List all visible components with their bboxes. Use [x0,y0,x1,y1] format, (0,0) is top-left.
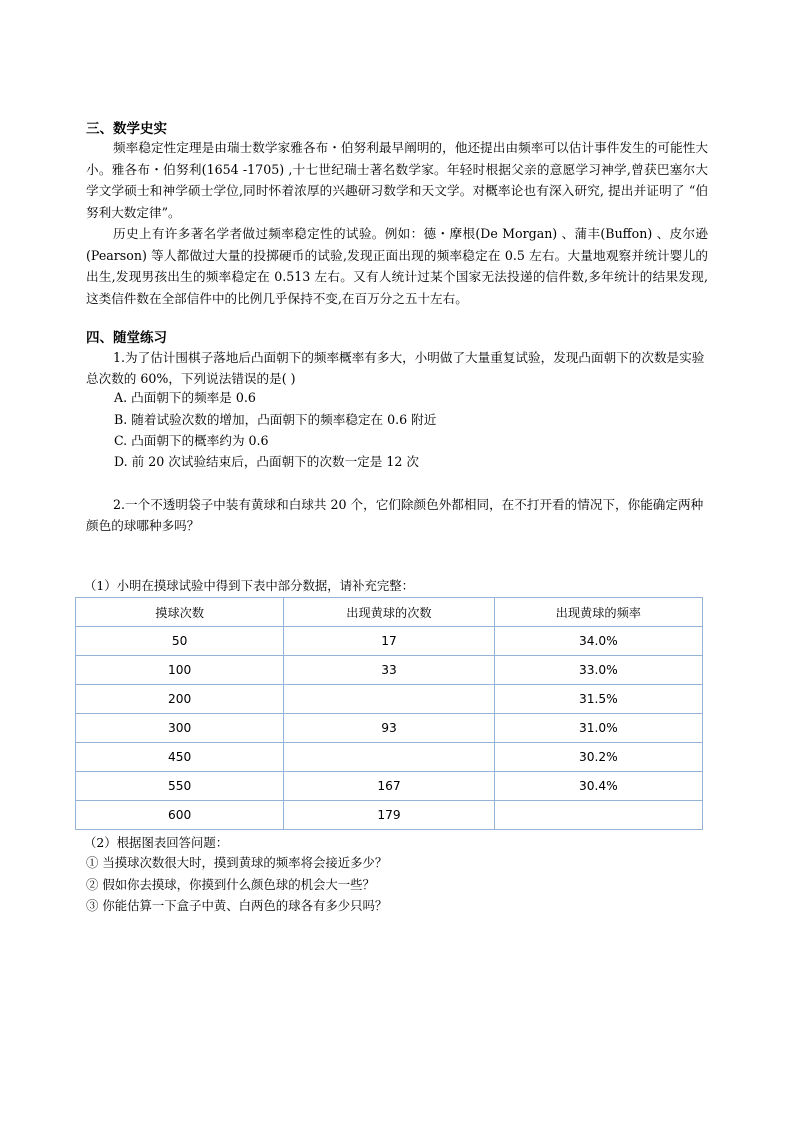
table-cell-blank [284,685,494,714]
table-cell: 30.4% [494,772,702,801]
ball-drawing-table [75,597,703,830]
table-cell: 550 [76,772,284,801]
question-2-sub-2: ② 假如你去摸球，你摸到什么颜色球的机会大一些？ [86,877,375,892]
table-row [76,743,703,772]
table-cell: 30.2% [494,743,702,772]
table-row [76,685,703,714]
paragraph-history-experiments: 历史上有许多著名学者做过频率稳定性的试验。例如：德・摩根(De Morgan) 、蒲丰(Buffon) 、皮尔逊(Pearson) 等人都做过大量的投掷硬币的试验,发现正面出现的频率稳定在 0.5 左右。大量地观察并统计婴儿的出生,发现男孩出生的频率稳定在 0.513 左右。又有人统计过某个国家无法投递的信件数,多年统计的结果发现,这类信件数在全部信件中的比例几乎保持不变,在百万分之五十左右。 [86,226,708,306]
paragraph-bernoulli: 频率稳定性定理是由瑞士数学家雅各布・伯努利最早阐明的，他还提出由频率可以估计事件发生的可能性大小。雅各布・伯努利(1654 -1705) ,十七世纪瑞士著名数学家。年轻时根据父亲的意愿学习神学,曾获巴塞尔大学文学硕士和神学硕士学位,同时怀着浓厚的兴趣研习数学和天文学。对概率论也有深入研究, 提出并证明了 “伯努利大数定律”。 [86,140,708,220]
table-cell: 50 [76,627,284,656]
question-1-option-d: D. 前 20 次试验结束后，凸面朝下的次数一定是 12 次 [114,454,419,469]
table-header-cell: 摸球次数 [76,598,284,627]
table-cell: 600 [76,801,284,830]
table-cell-blank [284,743,494,772]
question-2-part-2: （2）根据图表回答问题： [84,835,229,850]
table-cell: 93 [284,714,494,743]
question-2-sub-1: ① 当摸球次数很大时，摸到黄球的频率将会接近多少？ [86,855,388,870]
table-cell: 34.0% [494,627,702,656]
table-header-row [76,598,703,627]
question-1-stem: 1.为了估计围棋子落地后凸面朝下的频率概率有多大，小明做了大量重复试验，发现凸面朝下的次数是实验总次数的 60%，下列说法错误的是( ) [86,350,705,386]
table-cell: 200 [76,685,284,714]
question-2-sub-3: ③ 你能估算一下盒子中黄、白两色的球各有多少只吗？ [86,898,388,913]
table-cell: 33 [284,656,494,685]
table-cell: 31.0% [494,714,702,743]
table-cell: 33.0% [494,656,702,685]
table-cell: 450 [76,743,284,772]
table-cell-blank [494,801,702,830]
question-2-part-1: （1）小明在摸球试验中得到下表中部分数据，请补充完整： [84,578,415,593]
table-cell: 179 [284,801,494,830]
section-heading-practice: 四、随堂练习 [86,330,167,346]
question-2-stem: 2.一个不透明袋子中装有黄球和白球共 20 个，它们除颜色外都相同，在不打开看的情况下，你能确定两种颜色的球哪种多吗？ [86,497,704,533]
table-cell: 100 [76,656,284,685]
table-row [76,772,703,801]
question-1-option-c: C. 凸面朝下的概率约为 0.6 [114,433,269,448]
table-cell: 17 [284,627,494,656]
table-row [76,627,703,656]
table-cell: 300 [76,714,284,743]
table-row [76,656,703,685]
table-row [76,714,703,743]
table-cell: 167 [284,772,494,801]
table-header-cell: 出现黄球的次数 [284,598,494,627]
table-cell: 31.5% [494,685,702,714]
table-header-cell: 出现黄球的频率 [494,598,702,627]
table-row [76,801,703,830]
question-1-option-b: B. 随着试验次数的增加，凸面朝下的频率稳定在 0.6 附近 [114,412,437,427]
question-1-option-a: A. 凸面朝下的频率是 0.6 [114,390,256,405]
section-heading-math-history: 三、数学史实 [86,121,167,137]
